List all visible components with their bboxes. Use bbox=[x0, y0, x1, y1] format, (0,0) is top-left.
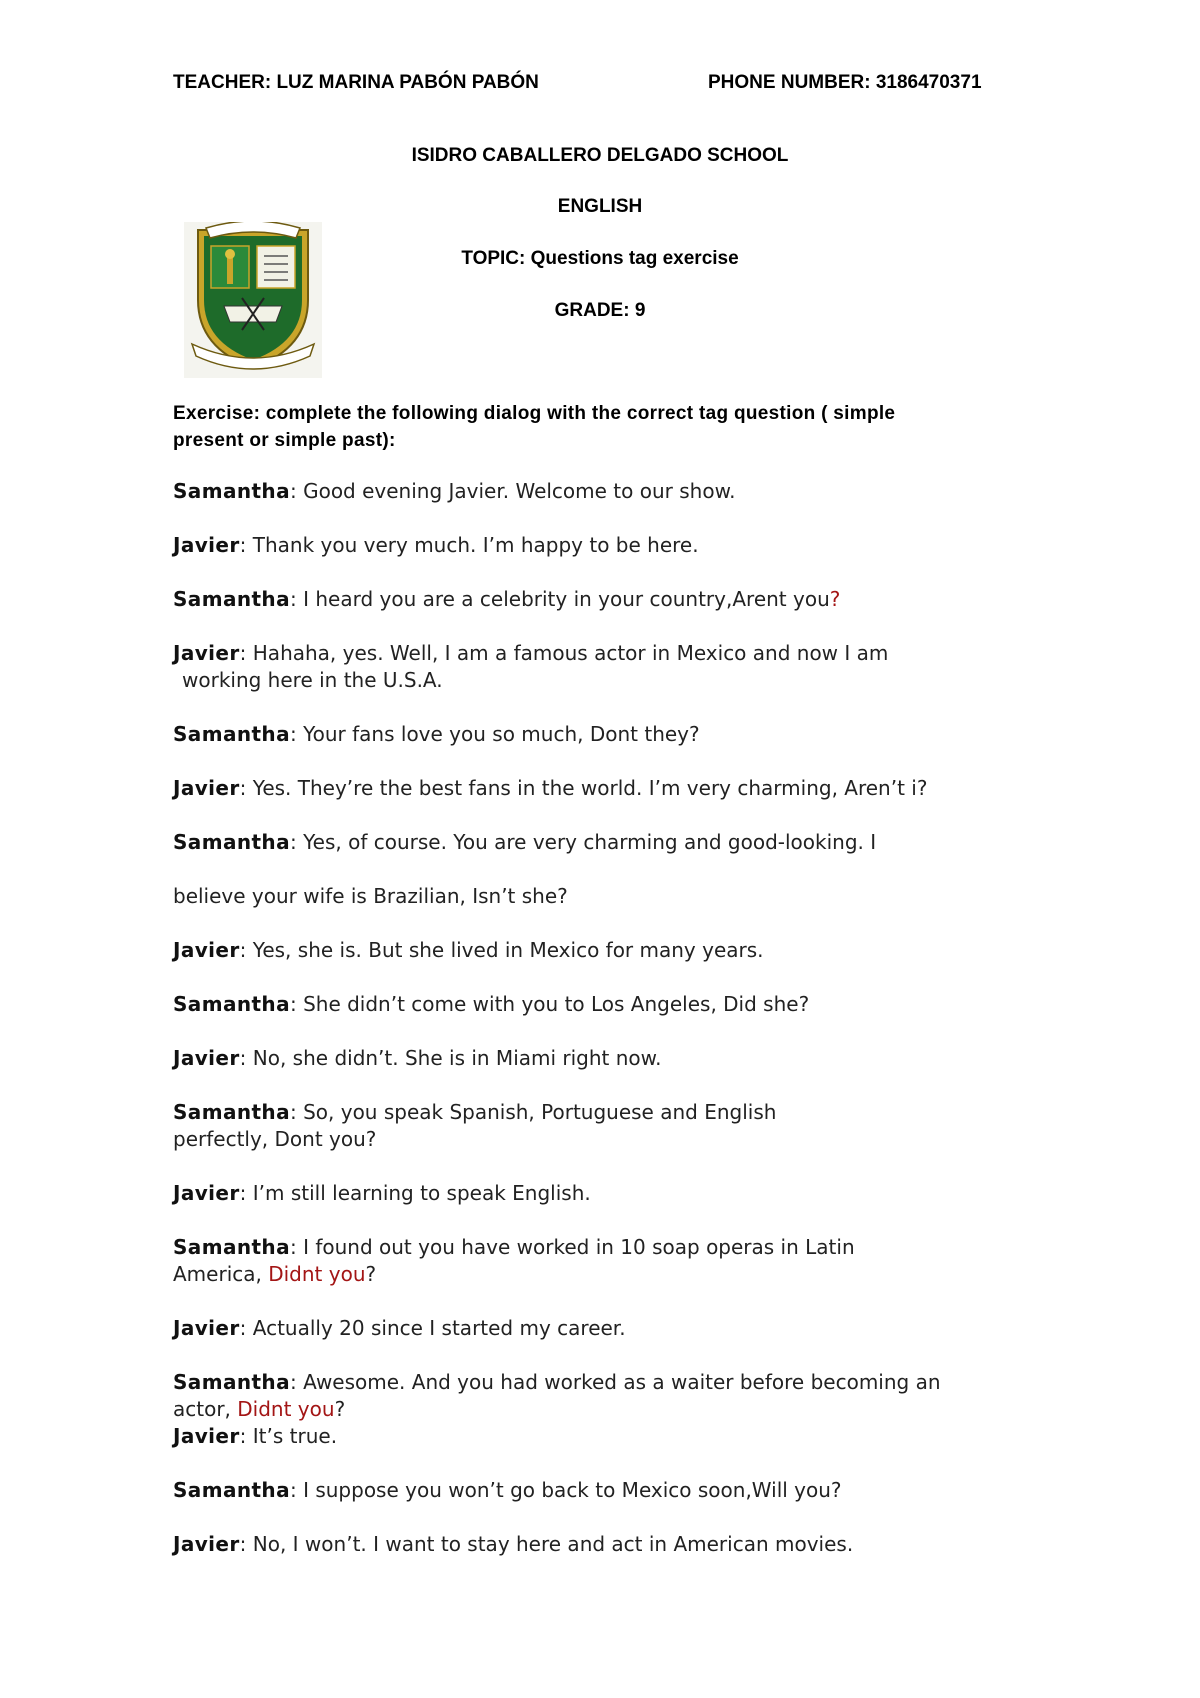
dialog-text: : So, you speak Spanish, Portuguese and English bbox=[289, 1100, 777, 1124]
dialog-text: : I suppose you won’t go back to Mexico soon,Will you? bbox=[289, 1478, 842, 1502]
dialog-text: : Yes, she is. But she lived in Mexico for many years. bbox=[239, 938, 764, 962]
dialog-continuation-end: ? bbox=[334, 1397, 346, 1421]
speaker-name: Samantha bbox=[173, 1235, 290, 1259]
dialog-line bbox=[173, 1369, 1053, 1423]
speaker-name: Javier bbox=[173, 641, 240, 665]
answer-highlight: Didnt you bbox=[237, 1397, 335, 1421]
dialog-line bbox=[173, 883, 1053, 910]
dialog-line bbox=[173, 937, 1053, 964]
answer-highlight: Didnt you bbox=[268, 1262, 366, 1286]
dialog-line bbox=[173, 1045, 1053, 1072]
dialog-line bbox=[173, 478, 1053, 505]
dialog-text: : I heard you are a celebrity in your country,Arent you bbox=[289, 587, 830, 611]
speaker-name: Javier bbox=[173, 776, 240, 800]
dialog-text: : I’m still learning to speak English. bbox=[239, 1181, 591, 1205]
speaker-name: Javier bbox=[173, 1181, 240, 1205]
dialog-line bbox=[173, 1531, 1053, 1558]
dialog-text: : Yes. They’re the best fans in the world. I’m very charming, Aren’t i? bbox=[239, 776, 928, 800]
dialog-line bbox=[173, 1180, 1053, 1207]
speaker-name: Javier bbox=[173, 533, 240, 557]
dialog-text: : I found out you have worked in 10 soap operas in Latin bbox=[289, 1235, 855, 1259]
subject-title: ENGLISH bbox=[557, 196, 643, 217]
school-name: ISIDRO CABALLERO DELGADO SCHOOL bbox=[411, 145, 789, 166]
dialog-text: : Actually 20 since I started my career. bbox=[239, 1316, 626, 1340]
teacher-name: TEACHER: LUZ MARINA PABÓN PABÓN bbox=[173, 72, 539, 93]
dialog-line bbox=[173, 640, 1053, 694]
topic-title: TOPIC: Questions tag exercise bbox=[461, 248, 739, 269]
exercise-instructions bbox=[173, 400, 1053, 454]
dialog-text: : Your fans love you so much, Dont they? bbox=[289, 722, 700, 746]
dialog-text: : It’s true. bbox=[239, 1424, 338, 1448]
dialog-continuation: working here in the U.S.A. bbox=[182, 668, 443, 692]
speaker-name: Samantha bbox=[173, 830, 290, 854]
speaker-name: Javier bbox=[173, 1532, 240, 1556]
dialog-continuation-end: ? bbox=[365, 1262, 377, 1286]
dialog-text: : No, she didn’t. She is in Miami right now. bbox=[239, 1046, 662, 1070]
grade-label: GRADE: 9 bbox=[554, 300, 646, 321]
speaker-name: Samantha bbox=[173, 1478, 290, 1502]
exercise-line-2: present or simple past): bbox=[173, 430, 396, 451]
dialog-text: : No, I won’t. I want to stay here and act in American movies. bbox=[239, 1532, 854, 1556]
dialog-text: : Good evening Javier. Welcome to our show. bbox=[289, 479, 736, 503]
school-crest-logo bbox=[184, 222, 322, 378]
dialog-text: : She didn’t come with you to Los Angeles, Did she? bbox=[289, 992, 810, 1016]
dialog-text: : Yes, of course. You are very charming and good-looking. I bbox=[289, 830, 877, 854]
answer-highlight: ? bbox=[829, 587, 841, 611]
dialog-line bbox=[173, 721, 1053, 748]
speaker-name: Samantha bbox=[173, 587, 290, 611]
dialog-line bbox=[173, 991, 1053, 1018]
dialog-text: : Thank you very much. I’m happy to be here. bbox=[239, 533, 699, 557]
dialog-line bbox=[173, 1423, 1053, 1450]
dialog-line bbox=[173, 1099, 1053, 1153]
speaker-name: Samantha bbox=[173, 992, 290, 1016]
exercise-line-1: Exercise: complete the following dialog with the correct tag question ( simple bbox=[173, 403, 896, 424]
speaker-name: Javier bbox=[173, 1316, 240, 1340]
speaker-name: Samantha bbox=[173, 1370, 290, 1394]
dialog-line bbox=[173, 775, 1053, 802]
dialog-line bbox=[173, 532, 1053, 559]
speaker-name: Javier bbox=[173, 1046, 240, 1070]
dialog-text: : Hahaha, yes. Well, I am a famous actor in Mexico and now I am bbox=[239, 641, 889, 665]
dialog-line bbox=[173, 829, 1053, 856]
dialog-text: : Awesome. And you had worked as a waiter before becoming an bbox=[289, 1370, 941, 1394]
speaker-name: Javier bbox=[173, 938, 240, 962]
dialog-continuation: America, bbox=[173, 1262, 269, 1286]
speaker-name: Samantha bbox=[173, 479, 290, 503]
speaker-name: Javier bbox=[173, 1424, 240, 1448]
dialog-continuation: actor, bbox=[173, 1397, 238, 1421]
speaker-name: Samantha bbox=[173, 722, 290, 746]
dialog-line bbox=[173, 586, 1053, 613]
dialog-line bbox=[173, 1477, 1053, 1504]
dialog-text: believe your wife is Brazilian, Isn’t she? bbox=[173, 884, 568, 908]
dialog-line bbox=[173, 1234, 1053, 1288]
phone-number: PHONE NUMBER: 3186470371 bbox=[708, 72, 982, 93]
speaker-name: Samantha bbox=[173, 1100, 290, 1124]
dialog-continuation: perfectly, Dont you? bbox=[173, 1127, 377, 1151]
dialog-line bbox=[173, 1315, 1053, 1342]
